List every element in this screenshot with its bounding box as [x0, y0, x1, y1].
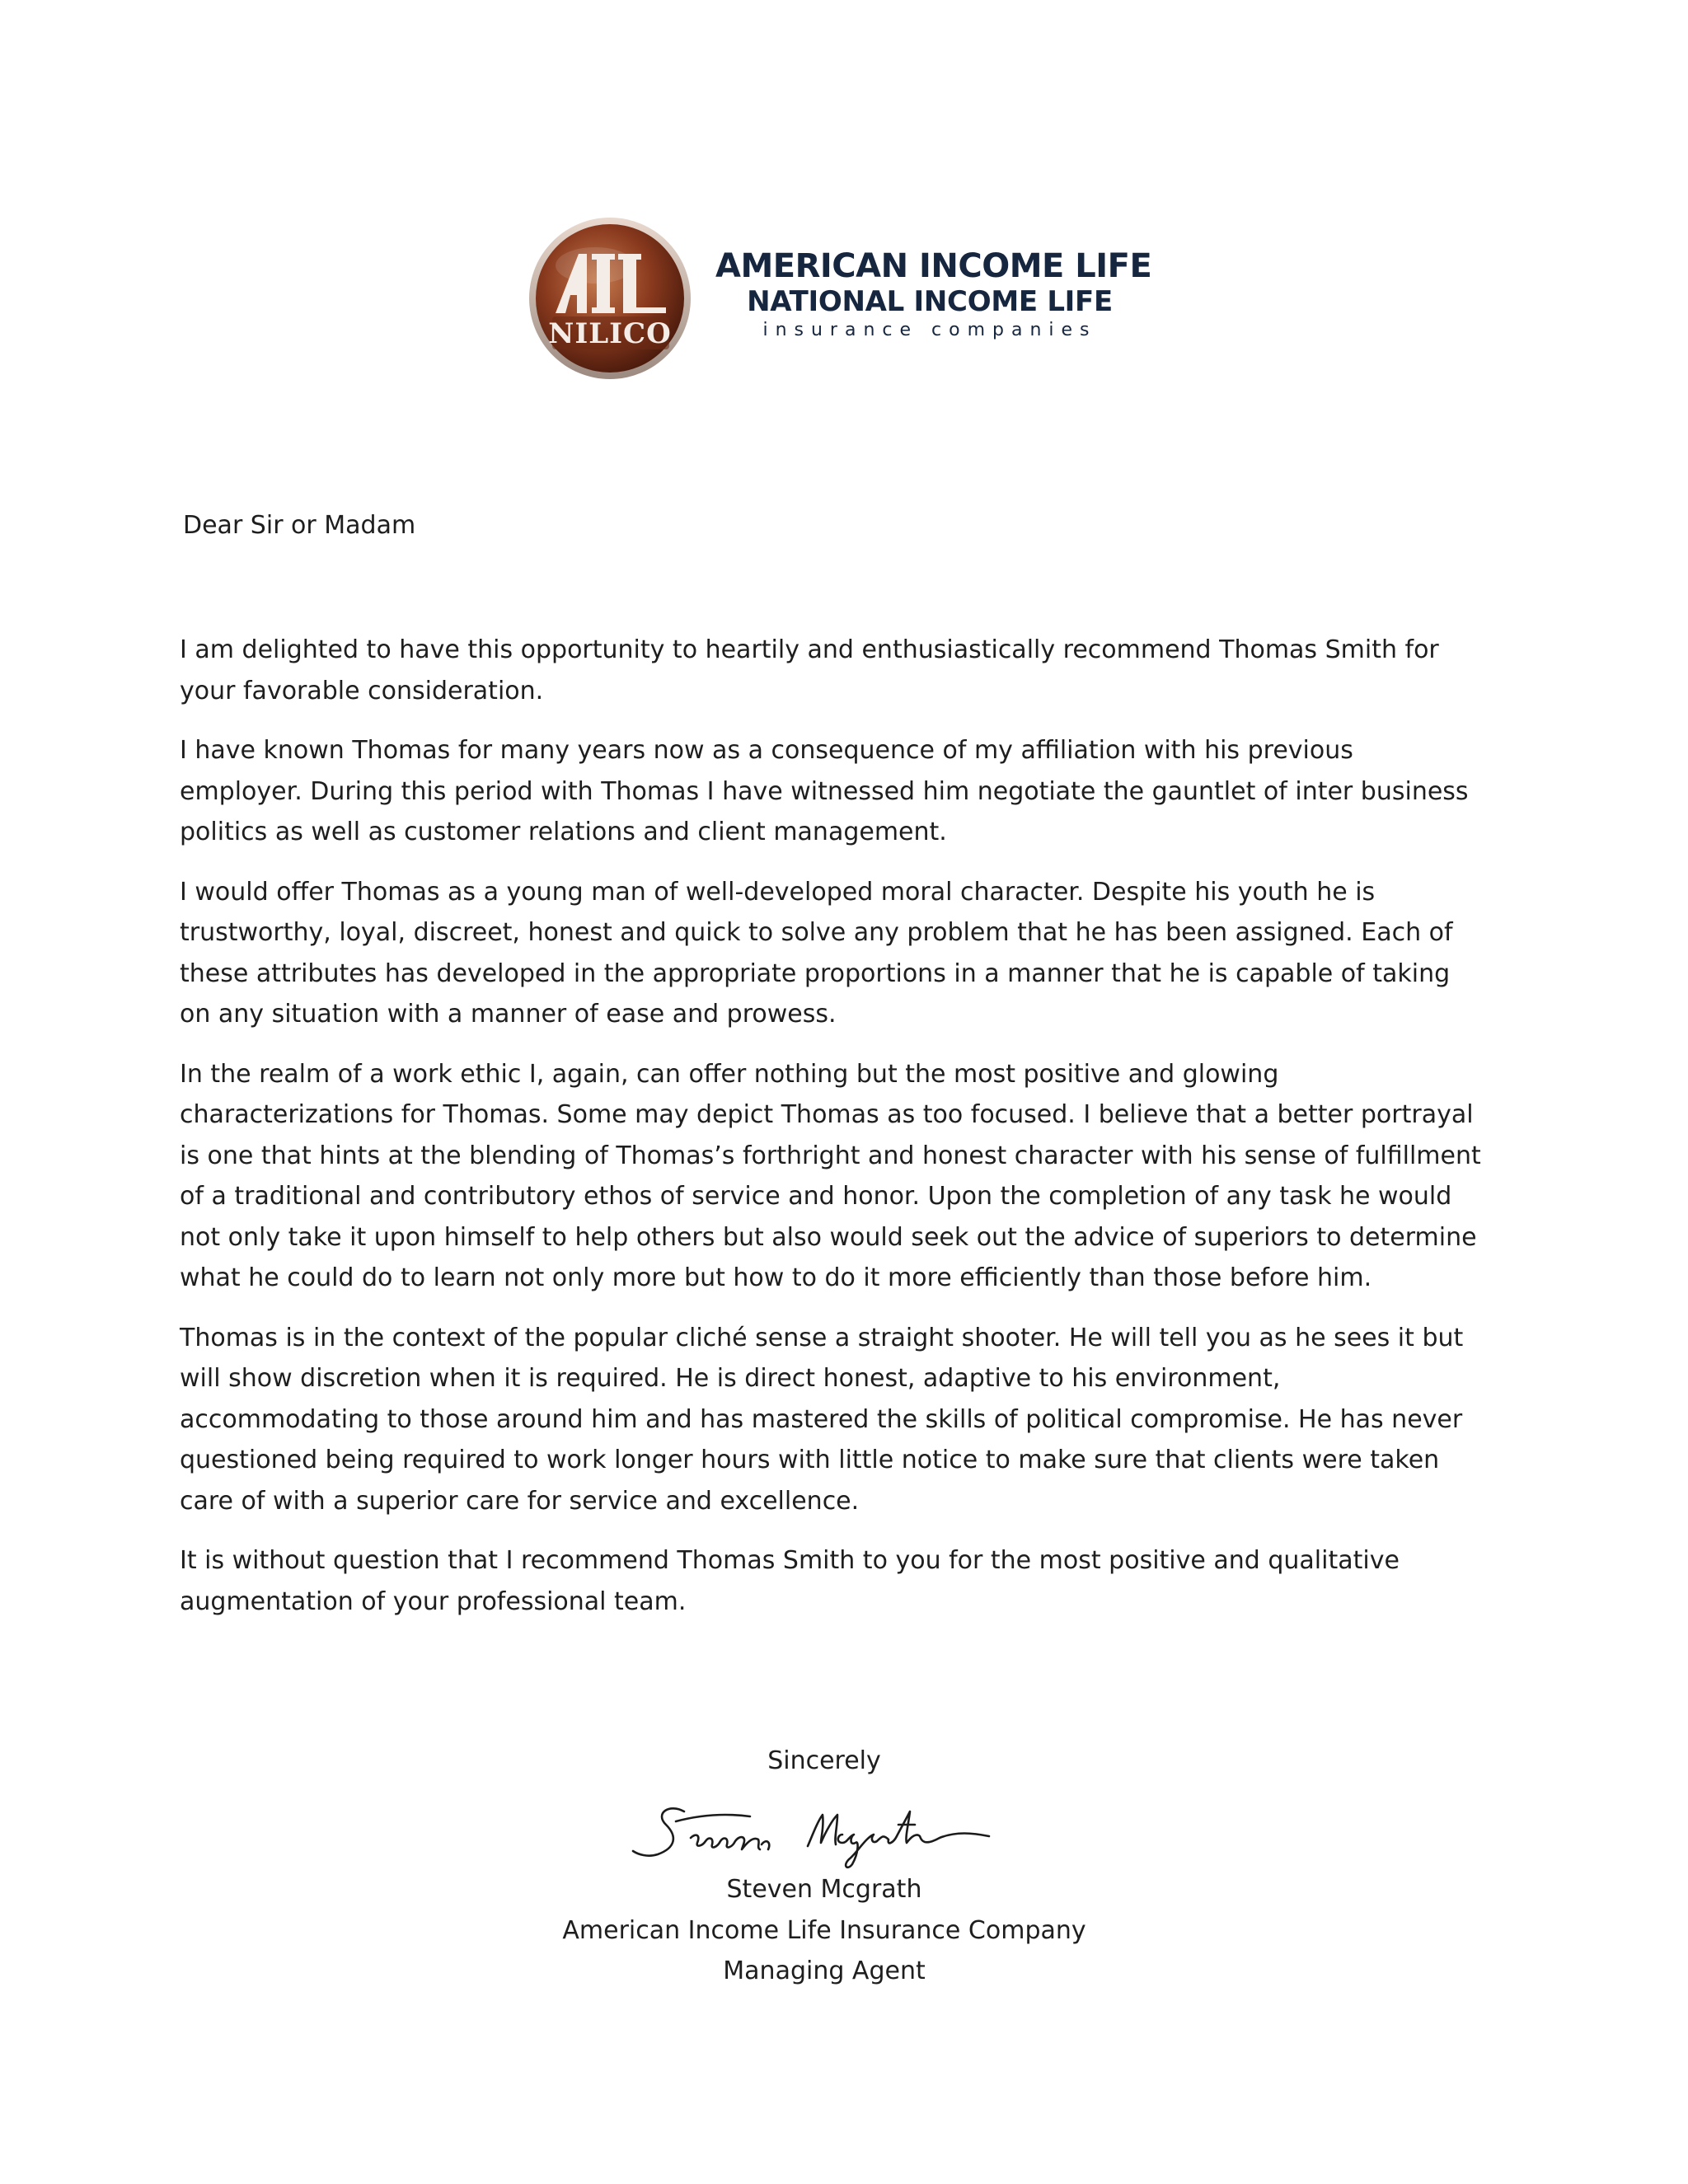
- company-tagline: insurance companies: [762, 320, 1097, 340]
- handwritten-signature: [626, 1788, 1006, 1879]
- signer-name: Steven Mcgrath: [726, 1875, 922, 1904]
- company-name-secondary: NATIONAL INCOME LIFE: [747, 285, 1113, 318]
- signer-company: American Income Life Insurance Company: [562, 1915, 1086, 1945]
- paragraph: I would offer Thomas as a young man of well-developed moral character. Despite his youth he is trustworthy, loyal, discreet, honest and quick to solve any problem that he has been assigned. Each of these attributes has developed in the appropriate proportions in a manner that he is capable of taking on any situation with a manner of ease and prowess.: [180, 877, 1453, 1029]
- valediction: Sincerely: [767, 1746, 881, 1775]
- signer-block: [495, 1869, 1154, 1992]
- svg-text:NILICO: NILICO: [548, 317, 672, 350]
- paragraph: Thomas is in the context of the popular cliché sense a straight shooter. He will tell you as he sees it but will show discretion when it is required. He is direct honest, adaptive to his environment, accommodating to those around him and has mastered the skills of political compromise. He has never questioned being required to work longer hours with little notice to make sure that clients were taken care of with a superior care for service and excellence.: [180, 1323, 1464, 1516]
- paragraph: I have known Thomas for many years now as a consequence of my affiliation with his previous employer. During this period with Thomas I have witnessed him negotiate the gauntlet of inter business politics as well as customer relations and client management.: [180, 736, 1469, 846]
- signer-title: Managing Agent: [723, 1957, 926, 1985]
- letterhead: [528, 216, 1154, 389]
- letter-body: [180, 630, 1482, 1641]
- company-name-primary: AMERICAN INCOME LIFE: [715, 247, 1152, 285]
- paragraph: It is without question that I recommend Thomas Smith to you for the most positive and qualitative augmentation of your professional team.: [180, 1546, 1400, 1616]
- company-seal-logo: [528, 216, 692, 381]
- paragraph: I am delighted to have this opportunity to heartily and enthusiastically recommend Thomas Smith for your favorable consideration.: [180, 635, 1439, 705]
- company-name-block: [715, 247, 1152, 343]
- salutation: Dear Sir or Madam: [183, 511, 416, 540]
- paragraph: In the realm of a work ethic I, again, can offer nothing but the most positive and glowing characterizations for Thomas. Some may depict Thomas as too focused. I believe that a better portrayal is one that hints at the blending of Thomas’s forthright and honest character with his sense of fulfillment of a traditional and contributory ethos of service and honor. Upon the completion of any task he would not only take it upon himself to help others but also would seek out the advice of superiors to determine what he could do to learn not only more but how to do it more efficiently than those before him.: [180, 1059, 1481, 1292]
